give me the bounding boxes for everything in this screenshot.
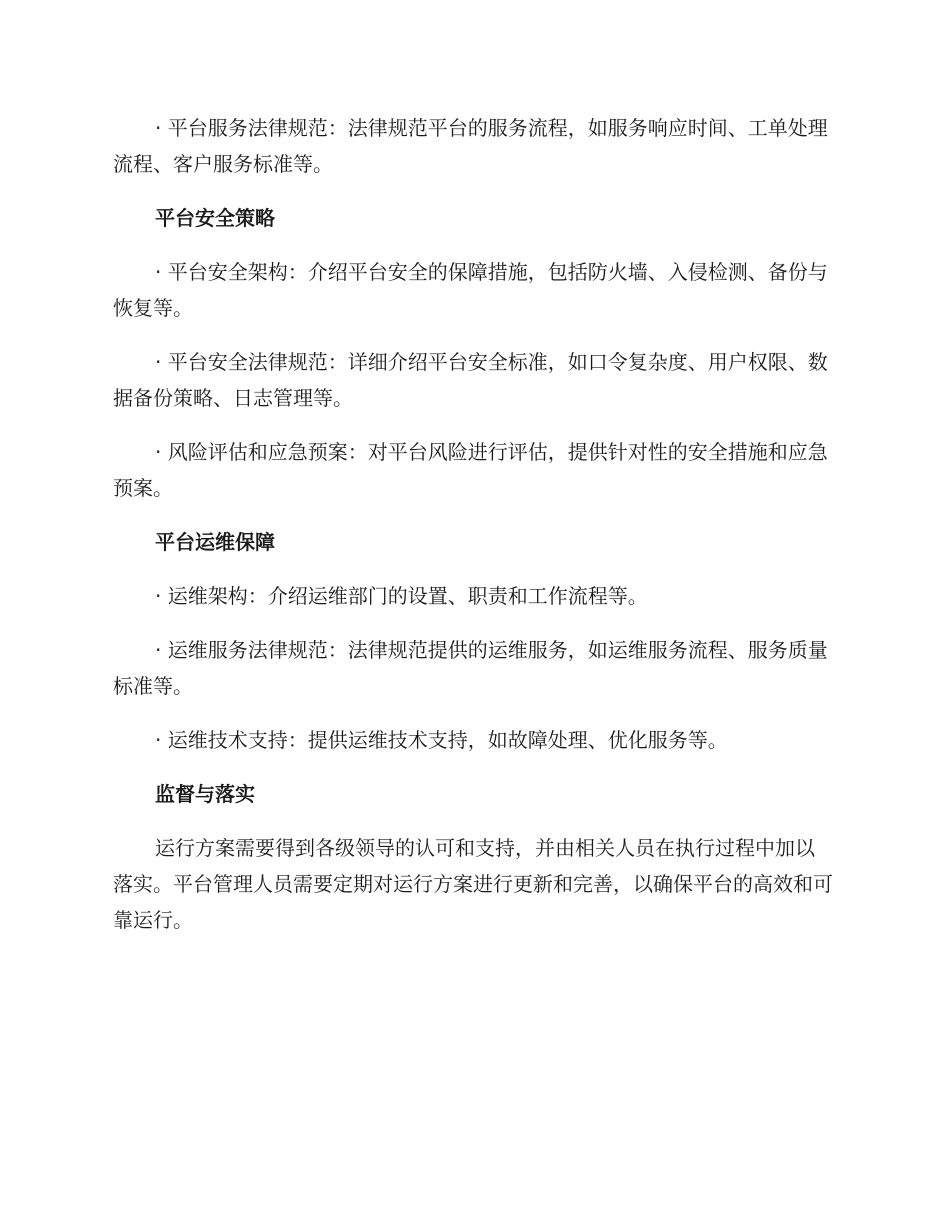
section-heading-platform-security-strategy: 平台安全策略: [155, 206, 275, 230]
paragraph-supervision-body: 运行方案需要得到各级领导的认可和支持，并由相关人员在执行过程中加以落实。平台管理人员需要定期对运行方案进行更新和完善，以确保平台的高效和可靠运行。: [113, 836, 833, 932]
section-heading-supervision-implementation: 监督与落实: [155, 782, 255, 806]
paragraph-ops-technical-support: · 运维技术支持：提供运维技术支持，如故障处理、优化服务等。: [155, 728, 728, 752]
paragraph-ops-service-legal-norms: · 运维服务法律规范：法律规范提供的运维服务，如运维服务流程、服务质量标准等。: [113, 638, 828, 698]
paragraph-ops-architecture: · 运维架构：介绍运维部门的设置、职责和工作流程等。: [155, 584, 648, 608]
paragraph-risk-assessment-emergency-plan: · 风险评估和应急预案：对平台风险进行评估，提供针对性的安全措施和应急预案。: [113, 440, 828, 500]
paragraph-platform-service-legal-norms: · 平台服务法律规范：法律规范平台的服务流程，如服务响应时间、工单处理流程、客户服务标准等。: [113, 116, 828, 176]
paragraph-platform-security-legal-norms: · 平台安全法律规范：详细介绍平台安全标准，如口令复杂度、用户权限、数据备份策略、日志管理等。: [113, 350, 828, 410]
section-heading-platform-ops-assurance: 平台运维保障: [155, 530, 275, 554]
paragraph-platform-security-architecture: · 平台安全架构：介绍平台安全的保障措施，包括防火墙、入侵检测、备份与恢复等。: [113, 260, 828, 320]
document-page: [113, 110, 833, 956]
